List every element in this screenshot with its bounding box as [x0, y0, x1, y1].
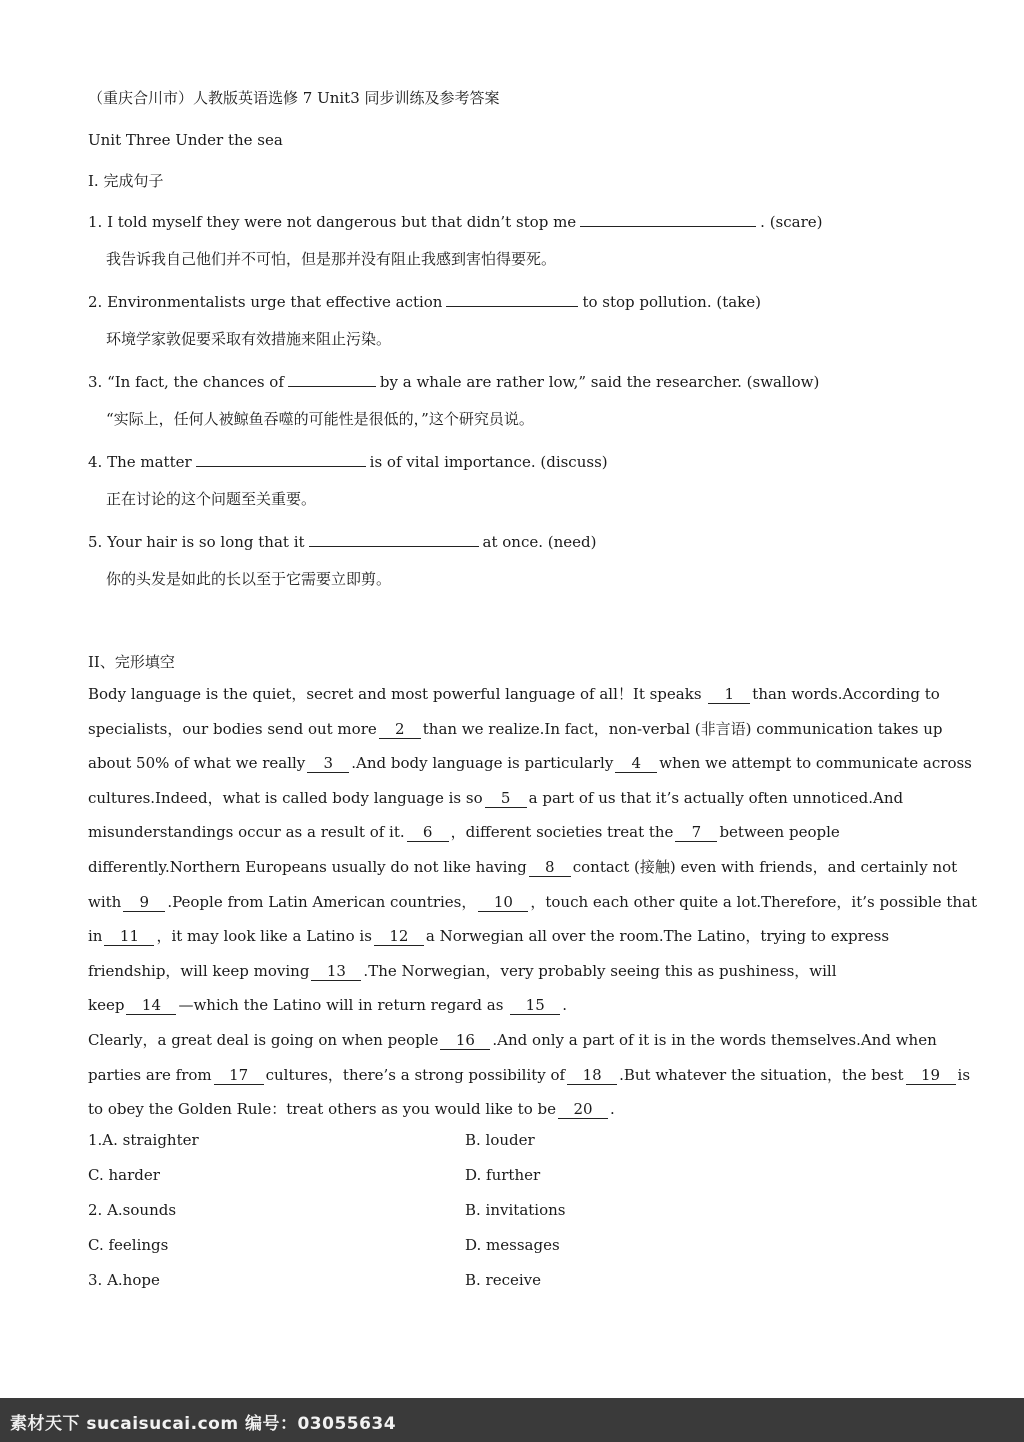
passage-line	[88, 788, 903, 808]
passage-text: .And body language is particularly	[351, 754, 614, 773]
sentence-suffix: to stop pollution. (take)	[582, 293, 762, 311]
passage-text: —which the Latino will in return regard as	[178, 996, 509, 1015]
sentence-prompt: 5. Your hair is so long that it	[88, 533, 305, 551]
passage-line	[88, 961, 837, 981]
passage-text: about 50% of what we really	[88, 754, 306, 773]
passage-text: .But whatever the situation，the best	[619, 1065, 904, 1084]
cloze-blank[interactable]: 12	[374, 928, 424, 946]
cloze-blank[interactable]: 5	[485, 790, 527, 808]
cloze-blank[interactable]: 13	[311, 963, 361, 981]
sentence-translation: 环境学家敦促要采取有效措施来阻止污染。	[106, 330, 392, 348]
passage-text: keep	[88, 996, 125, 1015]
passage-text: misunderstandings occur as a result of it.	[88, 823, 405, 842]
passage-line	[88, 995, 567, 1015]
passage-line	[88, 1065, 970, 1085]
passage-text: .And only a part of it is in the words themselves.And when	[492, 1031, 937, 1049]
passage-line	[88, 719, 943, 739]
cloze-blank[interactable]: 10	[478, 894, 528, 912]
option-right: D. messages	[465, 1236, 560, 1254]
option-left: 3. A.hope	[88, 1271, 160, 1289]
passage-line	[88, 1030, 937, 1050]
option-right: B. louder	[465, 1131, 535, 1149]
option-right: B. receive	[465, 1271, 542, 1289]
sentence-item	[88, 451, 608, 472]
answer-blank[interactable]	[309, 531, 479, 547]
sentence-item	[88, 291, 761, 312]
passage-text: .The Norwegian，very probably seeing this as pushiness，will	[363, 961, 837, 980]
cloze-blank[interactable]: 1	[708, 686, 750, 704]
cloze-blank[interactable]: 16	[440, 1032, 490, 1050]
sentence-suffix: is of vital importance. (discuss)	[369, 453, 608, 471]
passage-text: a Norwegian all over the room.The Latino，trying to express	[425, 927, 890, 946]
cloze-blank[interactable]: 11	[104, 928, 154, 946]
passage-text: than we realize.In fact，non-verbal (非言语) communication takes up	[422, 719, 943, 738]
cloze-blank[interactable]: 20	[558, 1101, 608, 1119]
passage-text: ，it may look like a Latino is	[156, 927, 372, 946]
cloze-blank[interactable]: 14	[126, 997, 176, 1015]
sentence-suffix: . (scare)	[760, 213, 823, 231]
passage-text: specialists，our bodies send out more	[88, 719, 377, 738]
passage-text: ，different societies treat the	[450, 823, 674, 842]
sentence-item	[88, 531, 597, 552]
watermark-banner	[0, 1398, 1024, 1442]
sentence-translation: 我告诉我自己他们并不可怕，但是那并没有阻止我感到害怕得要死。	[106, 250, 557, 268]
passage-text: differently.Northern Europeans usually do not like having	[88, 858, 527, 876]
passage-text: in	[88, 927, 103, 946]
sentence-item	[88, 211, 823, 232]
passage-text: cultures.Indeed，what is called body language is so	[88, 788, 483, 807]
passage-text: between people	[719, 823, 840, 842]
passage-text: .	[609, 1100, 615, 1119]
option-right: B. invitations	[465, 1201, 566, 1219]
passage-text: when we attempt to communicate across	[659, 754, 972, 773]
cloze-blank[interactable]: 8	[529, 859, 571, 877]
cloze-blank[interactable]: 6	[407, 824, 449, 842]
answer-blank[interactable]	[580, 211, 756, 227]
cloze-blank[interactable]: 4	[615, 755, 657, 773]
answer-blank[interactable]	[288, 371, 376, 387]
watermark-text: 素材天下 sucaisucai.com 编号：03055634	[10, 1414, 397, 1434]
passage-text: than words.According to	[752, 685, 940, 703]
cloze-blank[interactable]: 3	[307, 755, 349, 773]
passage-text: Body language is the quiet，secret and most powerful language of all！It speaks	[88, 685, 707, 703]
passage-text: contact (接触) even with friends，and certainly not	[572, 858, 958, 876]
sentence-prompt: 2. Environmentalists urge that effective action	[88, 293, 443, 311]
cloze-blank[interactable]: 7	[675, 824, 717, 842]
option-right: D. further	[465, 1166, 541, 1184]
passage-line	[88, 684, 940, 704]
passage-text: .People from Latin American countries，	[167, 892, 477, 911]
passage-line	[88, 892, 977, 912]
option-left: 1.A. straighter	[88, 1131, 199, 1149]
passage-text: cultures，there’s a strong possibility of	[265, 1065, 566, 1084]
cloze-blank[interactable]: 9	[123, 894, 165, 912]
sentence-suffix: by a whale are rather low,” said the researcher. (swallow)	[379, 373, 820, 391]
cloze-blank[interactable]: 15	[510, 997, 560, 1015]
passage-text: .	[562, 996, 567, 1015]
document-title: （重庆合川市）人教版英语选修 7 Unit3 同步训练及参考答案	[88, 89, 500, 107]
answer-blank[interactable]	[196, 451, 366, 467]
sentence-prompt: 3. “In fact, the chances of	[88, 373, 284, 391]
passage-text: a part of us that it’s actually often unnoticed.And	[528, 788, 904, 807]
section1-heading: I. 完成句子	[88, 172, 164, 190]
passage-text: is	[957, 1065, 971, 1084]
passage-text: with	[88, 892, 122, 911]
sentence-translation: 你的头发是如此的长以至于它需要立即剪。	[106, 570, 392, 588]
sentence-prompt: 4. The matter	[88, 453, 192, 471]
passage-text: friendship，will keep moving	[88, 961, 310, 980]
option-left: C. feelings	[88, 1236, 169, 1254]
cloze-blank[interactable]: 18	[567, 1067, 617, 1085]
cloze-blank[interactable]: 19	[906, 1067, 956, 1085]
passage-line	[88, 822, 840, 842]
passage-line	[88, 753, 972, 773]
passage-line	[88, 1099, 615, 1119]
passage-text: Clearly，a great deal is going on when people	[88, 1031, 439, 1049]
sentence-item	[88, 371, 819, 392]
sentence-translation: 正在讨论的这个问题至关重要。	[106, 490, 317, 508]
passage-text: to obey the Golden Rule：treat others as you would like to be	[88, 1100, 556, 1119]
sentence-prompt: 1. I told myself they were not dangerous but that didn’t stop me	[88, 213, 577, 231]
option-left: 2. A.sounds	[88, 1201, 177, 1219]
passage-line	[88, 857, 957, 877]
answer-blank[interactable]	[446, 291, 578, 307]
passage-text: ，touch each other quite a lot.Therefore，it’s possible that	[530, 892, 977, 911]
sentence-translation: “实际上，任何人被鲸鱼吞噬的可能性是很低的，”这个研究员说。	[106, 410, 534, 428]
cloze-blank[interactable]: 17	[214, 1067, 264, 1085]
section2-heading: II、完形填空	[88, 653, 175, 671]
passage-line	[88, 926, 889, 946]
cloze-blank[interactable]: 2	[379, 721, 421, 739]
unit-title: Unit Three Under the sea	[88, 131, 283, 149]
sentence-suffix: at once. (need)	[482, 533, 597, 551]
option-left: C. harder	[88, 1166, 160, 1184]
passage-text: parties are from	[88, 1065, 212, 1084]
